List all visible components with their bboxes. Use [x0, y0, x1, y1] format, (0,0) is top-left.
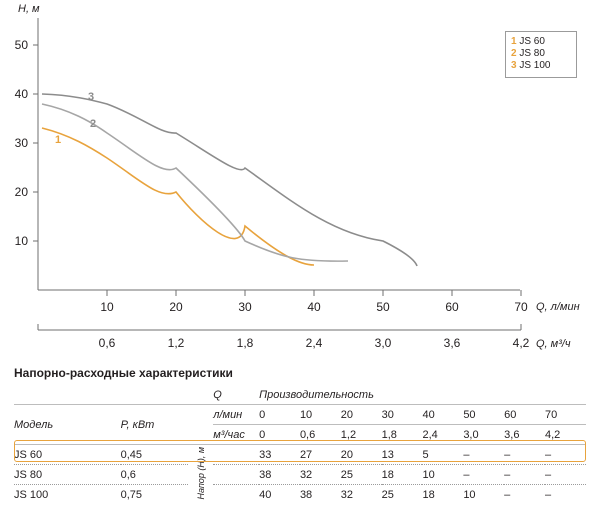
js60-v10: 27 [299, 448, 313, 461]
m3h-4-2: 4,2 [545, 428, 561, 441]
table-header-row-1 [14, 385, 586, 405]
chart-legend [505, 31, 577, 78]
js80-v40: 10 [422, 468, 435, 481]
js100-v0: 40 [259, 488, 272, 501]
curve-js80 [42, 104, 348, 261]
row-model-js80: JS 80 [14, 468, 43, 481]
y-tick-10: 10 [14, 234, 28, 248]
y-tick-20: 20 [14, 185, 28, 199]
x-tick-50: 50 [376, 300, 390, 314]
js100-v30: 25 [381, 488, 394, 501]
x-axis-title-lmin: Q, л/мин [536, 301, 580, 313]
y-axis-title: H, м [18, 3, 40, 15]
row-power-js60: 0,45 [120, 448, 143, 461]
x2-tick-1-8: 1,8 [236, 336, 254, 350]
y-tick-50: 50 [14, 38, 28, 52]
curve-label-2: 2 [90, 118, 97, 130]
curve-js100 [42, 94, 417, 266]
x2-tick-4-2: 4,2 [512, 336, 530, 350]
js80-v50: – [463, 468, 470, 481]
x-tick-60: 60 [445, 300, 459, 314]
js60-v60: – [504, 448, 511, 461]
performance-table [14, 385, 586, 504]
lmin-10: 10 [299, 408, 313, 421]
unit-m3h: м³/час [213, 428, 245, 441]
curve-label-1: 1 [55, 134, 62, 146]
x-axis-title-m3h: Q, м³/ч [536, 338, 571, 350]
x-axis-ticks-lmin [100, 290, 528, 314]
m3h-1-2: 1,2 [340, 428, 357, 441]
y-axis-ticks [15, 38, 38, 248]
js80-v60: – [504, 468, 511, 481]
legend-label-js100: JS 100 [519, 60, 551, 71]
x-tick-10: 10 [100, 300, 114, 314]
lmin-40: 40 [422, 408, 435, 421]
row-model-js60: JS 60 [14, 448, 43, 461]
js60-v30: 13 [381, 448, 394, 461]
lmin-60: 60 [504, 408, 517, 421]
js80-v10: 32 [299, 468, 313, 481]
table-row[interactable] [14, 465, 586, 485]
row-power-js80: 0,6 [120, 468, 136, 481]
legend-item-js100 [511, 60, 571, 72]
js60-v50: – [463, 448, 470, 461]
legend-label-js60: JS 60 [519, 36, 545, 47]
header-power: P, кВт [120, 418, 155, 431]
lmin-50: 50 [463, 408, 476, 421]
curve-label-3: 3 [88, 91, 95, 103]
x2-tick-2-4: 2,4 [305, 336, 323, 350]
js80-v30: 18 [381, 468, 394, 481]
js80-v0: 38 [259, 468, 272, 481]
x2-tick-0-6: 0,6 [98, 336, 116, 350]
js100-v20: 32 [340, 488, 354, 501]
x2-tick-1-2: 1,2 [167, 336, 185, 350]
row-power-js100: 0,75 [120, 488, 143, 501]
x2-tick-3-6: 3,6 [443, 336, 461, 350]
x-tick-70: 70 [514, 300, 528, 314]
m3h-2-4: 2,4 [422, 428, 438, 441]
m3h-0: 0 [259, 428, 266, 441]
lmin-70: 70 [545, 408, 558, 421]
x-tick-40: 40 [307, 300, 321, 314]
js100-v70: – [545, 488, 552, 501]
m3h-3-6: 3,6 [504, 428, 520, 441]
js60-v40: 5 [422, 448, 429, 461]
y-tick-30: 30 [14, 136, 28, 150]
x-axis-secondary [38, 324, 571, 350]
table-row[interactable] [14, 485, 586, 505]
legend-item-js60 [511, 36, 571, 48]
legend-item-js80 [511, 48, 571, 60]
js100-v10: 38 [299, 488, 313, 501]
js100-v60: – [504, 488, 511, 501]
js60-v20: 20 [340, 448, 354, 461]
header-model: Модель [14, 418, 54, 431]
y-tick-40: 40 [14, 87, 28, 101]
x2-tick-3-0: 3,0 [374, 336, 392, 350]
side-label-head: Напор (H), м [195, 446, 206, 500]
js60-v0: 33 [259, 448, 272, 461]
lmin-20: 20 [340, 408, 354, 421]
legend-label-js80: JS 80 [519, 48, 545, 59]
legend-index-2: 2 [511, 48, 517, 59]
m3h-0-6: 0,6 [299, 428, 316, 441]
table-row[interactable] [14, 445, 586, 465]
header-q: Q [213, 388, 222, 401]
legend-index-1: 1 [511, 36, 517, 47]
table-title: Напорно-расходные характеристики [14, 366, 233, 380]
row-model-js100: JS 100 [14, 488, 49, 501]
js100-v40: 18 [422, 488, 435, 501]
x-tick-30: 30 [238, 300, 252, 314]
unit-lmin: л/мин [213, 408, 243, 421]
js80-v70: – [545, 468, 552, 481]
js80-v20: 25 [340, 468, 354, 481]
js100-v50: 10 [463, 488, 476, 501]
legend-index-3: 3 [511, 60, 517, 71]
x-tick-20: 20 [169, 300, 183, 314]
header-performance: Производительность [259, 388, 374, 401]
js60-v70: – [545, 448, 552, 461]
table-header-row-2 [14, 405, 586, 425]
curve-js60 [42, 128, 314, 265]
lmin-30: 30 [381, 408, 394, 421]
m3h-3-0: 3,0 [463, 428, 479, 441]
lmin-0: 0 [259, 408, 266, 421]
m3h-1-8: 1,8 [381, 428, 397, 441]
